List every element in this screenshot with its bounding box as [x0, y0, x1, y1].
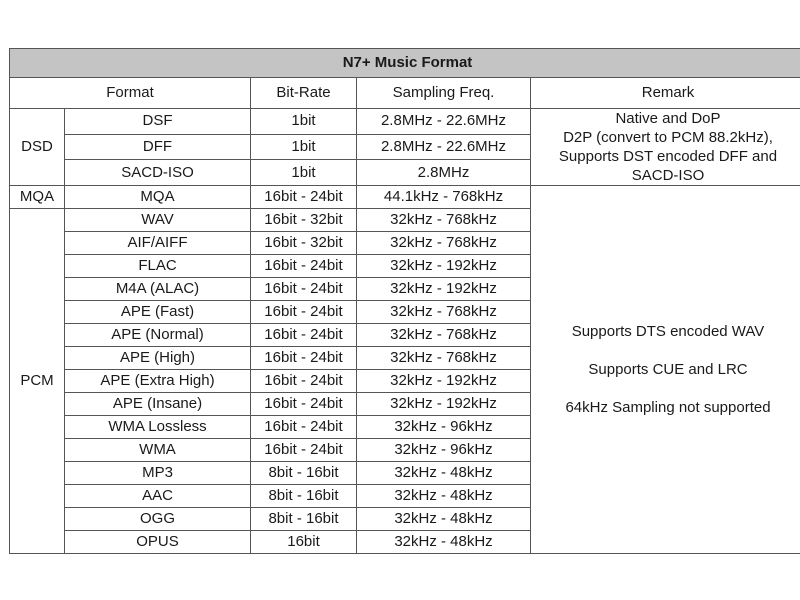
bitrate-cell: 16bit - 24bit [251, 347, 357, 370]
format-cell: MP3 [65, 462, 251, 485]
format-cell: SACD-ISO [65, 160, 251, 186]
table-row [10, 109, 800, 135]
bitrate-cell: 16bit - 24bit [251, 278, 357, 301]
format-cell: M4A (ALAC) [65, 278, 251, 301]
sampling-cell: 32kHz - 192kHz [357, 255, 531, 278]
sampling-cell: 32kHz - 96kHz [357, 416, 531, 439]
sampling-cell: 32kHz - 48kHz [357, 485, 531, 508]
sampling-cell: 32kHz - 768kHz [357, 324, 531, 347]
remark-line: Supports DTS encoded WAV [571, 323, 765, 340]
remark-line: 64kHz Sampling not supported [565, 399, 771, 416]
bitrate-cell: 1bit [251, 109, 357, 135]
format-cell: WMA [65, 439, 251, 462]
bitrate-cell: 8bit - 16bit [251, 462, 357, 485]
format-cell: APE (Normal) [65, 324, 251, 347]
format-cell: APE (Fast) [65, 301, 251, 324]
sampling-cell: 32kHz - 768kHz [357, 301, 531, 324]
sampling-cell: 32kHz - 96kHz [357, 439, 531, 462]
sampling-cell: 32kHz - 192kHz [357, 278, 531, 301]
format-cell: APE (High) [65, 347, 251, 370]
group-pcm: PCM [10, 209, 65, 554]
sampling-cell: 2.8MHz - 22.6MHz [357, 134, 531, 160]
sampling-cell: 32kHz - 768kHz [357, 347, 531, 370]
bitrate-cell: 1bit [251, 134, 357, 160]
format-cell: OGG [65, 508, 251, 531]
header-bitrate: Bit-Rate [251, 78, 357, 109]
format-cell: FLAC [65, 255, 251, 278]
sampling-cell: 2.8MHz [357, 160, 531, 186]
group-mqa: MQA [10, 186, 65, 209]
sampling-cell: 44.1kHz - 768kHz [357, 186, 531, 209]
bitrate-cell: 16bit [251, 531, 357, 554]
bitrate-cell: 16bit - 24bit [251, 393, 357, 416]
header-remark: Remark [531, 78, 800, 109]
bitrate-cell: 16bit - 32bit [251, 209, 357, 232]
format-cell: APE (Insane) [65, 393, 251, 416]
header-format: Format [10, 78, 251, 109]
bitrate-cell: 8bit - 16bit [251, 508, 357, 531]
sampling-cell: 32kHz - 48kHz [357, 462, 531, 485]
format-cell: AIF/AIFF [65, 232, 251, 255]
format-cell: WAV [65, 209, 251, 232]
bitrate-cell: 16bit - 24bit [251, 186, 357, 209]
bitrate-cell: 16bit - 24bit [251, 255, 357, 278]
sampling-cell: 32kHz - 768kHz [357, 232, 531, 255]
sampling-cell: 32kHz - 192kHz [357, 393, 531, 416]
bitrate-cell: 16bit - 24bit [251, 439, 357, 462]
header-sampling: Sampling Freq. [357, 78, 531, 109]
format-cell: APE (Extra High) [65, 370, 251, 393]
bitrate-cell: 1bit [251, 160, 357, 186]
sampling-cell: 32kHz - 768kHz [357, 209, 531, 232]
format-cell: AAC [65, 485, 251, 508]
table-row [10, 186, 800, 209]
bitrate-cell: 8bit - 16bit [251, 485, 357, 508]
table-title: N7+ Music Format [10, 49, 800, 78]
format-cell: WMA Lossless [65, 416, 251, 439]
remark-line: Supports CUE and LRC [588, 361, 748, 378]
bitrate-cell: 16bit - 24bit [251, 370, 357, 393]
sampling-cell: 32kHz - 48kHz [357, 508, 531, 531]
remark-line: Native and DoP [615, 110, 721, 127]
bitrate-cell: 16bit - 24bit [251, 324, 357, 347]
format-cell: MQA [65, 186, 251, 209]
bitrate-cell: 16bit - 24bit [251, 301, 357, 324]
pcm-remark [531, 186, 800, 554]
remark-line: D2P (convert to PCM 88.2kHz), [563, 129, 773, 146]
music-format-table [9, 48, 800, 554]
remark-line: Supports DST encoded DFF and [558, 148, 778, 165]
group-dsd: DSD [10, 109, 65, 186]
bitrate-cell: 16bit - 32bit [251, 232, 357, 255]
sampling-cell: 32kHz - 192kHz [357, 370, 531, 393]
format-cell: DSF [65, 109, 251, 135]
format-cell: DFF [65, 134, 251, 160]
dsd-remark [531, 109, 800, 186]
format-cell: OPUS [65, 531, 251, 554]
sampling-cell: 2.8MHz - 22.6MHz [357, 109, 531, 135]
sampling-cell: 32kHz - 48kHz [357, 531, 531, 554]
bitrate-cell: 16bit - 24bit [251, 416, 357, 439]
remark-line: SACD-ISO [631, 167, 705, 184]
